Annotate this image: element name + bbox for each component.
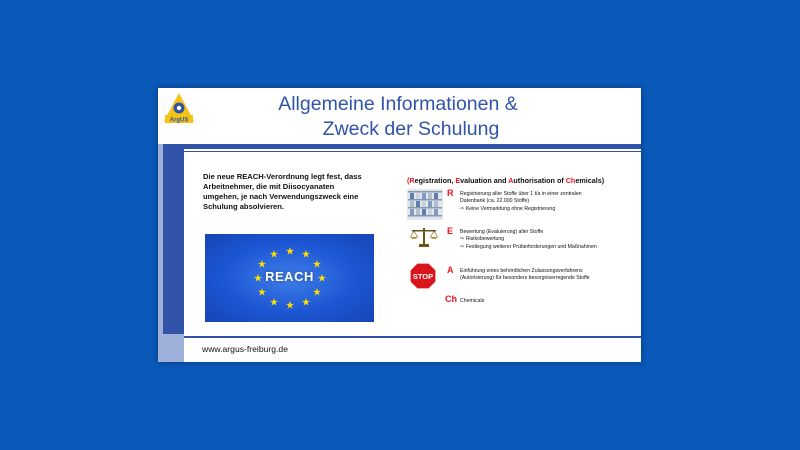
- reach-flag-label: REACH: [265, 269, 314, 284]
- reach-heading: [407, 176, 637, 185]
- eu-star-icon: [258, 260, 266, 268]
- logo-text: ArgUS: [169, 117, 189, 124]
- item-r-bullet-1: ⇨ Keine Vermarktung ohne Registrierung: [460, 205, 556, 212]
- slide-title: [198, 92, 598, 142]
- eu-star-icon: [258, 288, 266, 296]
- eu-star-icon: [254, 274, 262, 282]
- footer-url[interactable]: www.argus-freiburg.de: [202, 344, 288, 354]
- title-line-2: Zweck der Schulung: [322, 118, 500, 140]
- item-ch-text: [460, 298, 580, 305]
- presentation-slide: [158, 88, 641, 362]
- arrow-icon: ⇨: [460, 205, 465, 212]
- left-band: [158, 144, 184, 362]
- eu-star-icon: [270, 250, 278, 258]
- arrow-icon: ⇨: [460, 236, 465, 243]
- eu-star-icon: [302, 250, 310, 258]
- item-e-bullet-1: ⇨ Risikobewertung: [460, 236, 505, 243]
- eu-star-icon: [318, 274, 326, 282]
- reach-flag: [205, 234, 374, 322]
- stop-sign-text: STOP: [412, 272, 434, 281]
- item-r-line-1: Registrierung aller Stoffe über 1 t/a in einer zentralen: [460, 191, 582, 197]
- eu-star-icon: [286, 247, 294, 255]
- stop-sign-icon: [409, 262, 437, 290]
- eu-star-icon: [313, 260, 321, 268]
- eu-star-icon: [286, 301, 294, 309]
- item-e-line-1: Bewertung (Evaluierung) aller Stoffe: [460, 229, 544, 235]
- letter-r: R: [447, 188, 454, 198]
- item-a-line-2: (Autorisierung) für besonders besorgniserregende Stoffe: [460, 275, 590, 282]
- reach-heading-r-rest: egistration,: [414, 176, 456, 185]
- item-a-line-1: Einführung eines behördlichen Zulassungsverfahrens: [460, 268, 583, 274]
- shelves-icon: [407, 189, 443, 220]
- arrow-icon: ⇨: [460, 243, 465, 250]
- reach-heading-r: R: [409, 176, 415, 185]
- item-e-bullet-2: ⇨ Festlegung weiterer Prüfanforderungen und Maßnahmen: [460, 243, 597, 250]
- title-line-1: Allgemeine Informationen &: [278, 93, 518, 115]
- reach-heading-e-rest: valuation and: [460, 176, 509, 185]
- intro-text: Die neue REACH-Verordnung legt fest, dass Arbeitnehmer, die mit Diisocyanaten umgehen, je nach Verwendungszweck eine Schulung absolvieren.: [203, 172, 362, 211]
- header-divider-thin: [184, 151, 641, 152]
- reach-heading-ch: Ch: [565, 176, 576, 185]
- scale-icon: [409, 226, 439, 248]
- eu-star-icon: [302, 298, 310, 306]
- eu-star-icon: [313, 288, 321, 296]
- footer-divider: [184, 336, 641, 338]
- letter-a: A: [447, 265, 454, 275]
- reach-heading-a: A: [508, 176, 514, 185]
- item-ch-line-1: Chemicals: [460, 298, 485, 304]
- eu-star-icon: [270, 298, 278, 306]
- item-r-text: [460, 191, 640, 213]
- reach-heading-a-rest: uthorisation of: [513, 176, 566, 185]
- item-e-text: [460, 229, 641, 251]
- reach-heading-e: E: [455, 176, 461, 185]
- argus-logo-icon: [162, 91, 196, 125]
- item-a-text: [460, 268, 640, 283]
- reach-heading-ch-rest: emicals): [575, 176, 605, 185]
- item-r-line-2: Datenbank (ca. 22.000 Stoffe): [460, 198, 530, 205]
- left-band-inner: [163, 144, 184, 334]
- reach-heading-open: (: [407, 176, 410, 185]
- letter-ch: Ch: [445, 294, 457, 304]
- header-divider: [184, 144, 641, 149]
- letter-e: E: [447, 226, 454, 236]
